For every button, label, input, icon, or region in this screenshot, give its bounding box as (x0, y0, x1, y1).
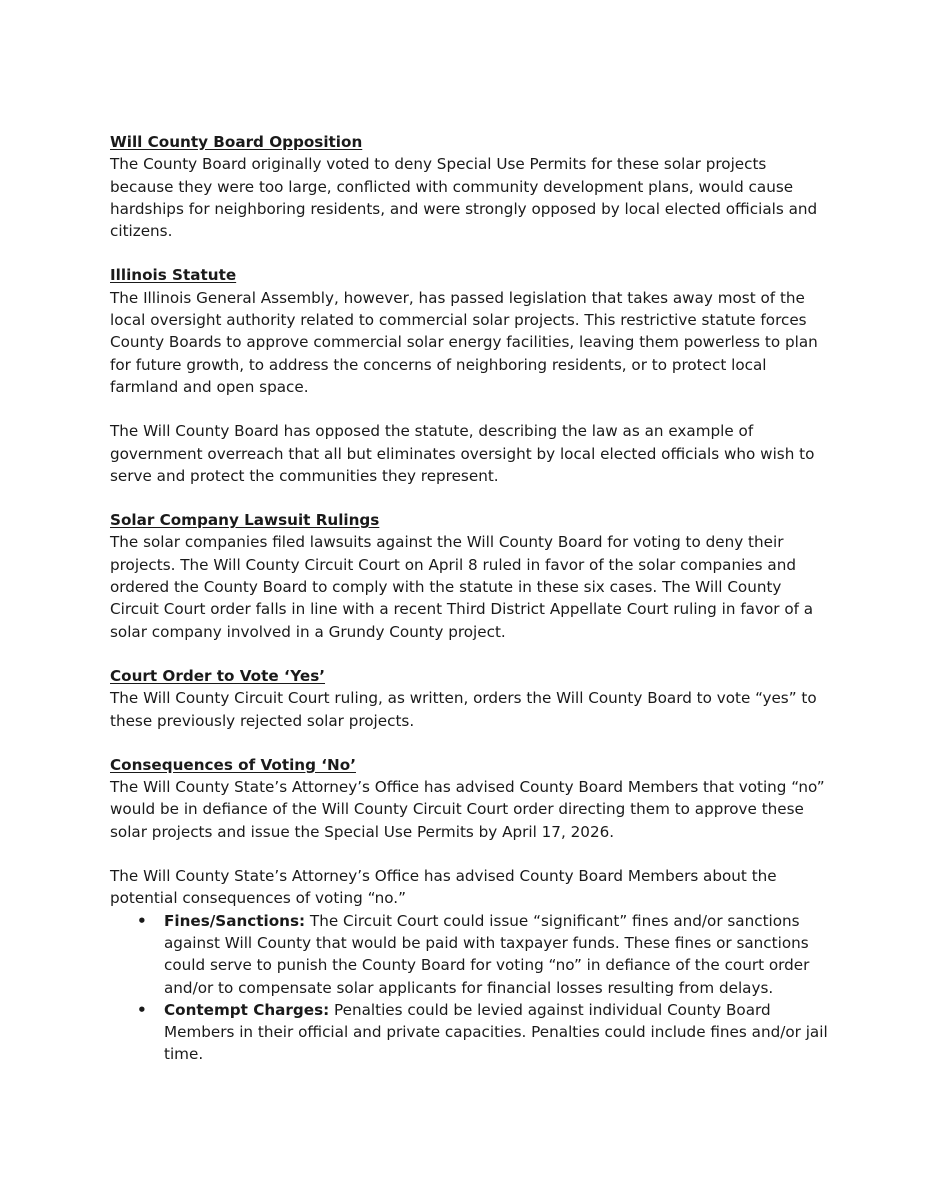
section-paragraph: The County Board originally voted to deny Special Use Permits for these solar projects because they were too large, conflicted with community development plans, would cause hardships for neighboring residents, and were strongly opposed by local elected officials and citizens. (110, 155, 818, 241)
section-heading: Will County Board Opposition (110, 133, 363, 151)
paragraph-spacer (110, 732, 830, 754)
section-consequences (110, 754, 830, 1066)
list-item (137, 910, 830, 999)
section-heading: Illinois Statute (110, 266, 237, 285)
section-paragraph: The Will County Circuit Court ruling, as written, orders the Will County Board to vote “yes” to these previously rejected solar projects. (110, 689, 817, 730)
consequences-list (110, 910, 830, 1066)
document-page (110, 131, 830, 1066)
section-paragraph: The Will County State’s Attorney’s Office has advised County Board Members about the potential consequences of voting “no.” (110, 867, 777, 908)
paragraph-spacer (110, 398, 830, 420)
section-lawsuit (110, 509, 830, 643)
section-opposition (110, 131, 830, 242)
section-heading: Solar Company Lawsuit Rulings (110, 511, 380, 530)
section-heading: Consequences of Voting ‘No’ (110, 755, 356, 774)
section-paragraph: The Illinois General Assembly, however, has passed legislation that takes away most of the local oversight authority related to commercial solar projects. This restrictive statute forces County Boards to approve commercial solar energy facilities, leaving them powerless to plan for future growth, to address the concerns of neighboring residents, or to protect local farmland and open space. (110, 288, 818, 396)
section-paragraph: The solar companies filed lawsuits against the Will County Board for voting to deny their projects. The Will County Circuit Court on April 8 ruled in favor of the solar companies and ordered the County Board to comply with the statute in these six cases. The Will County Circuit Court order falls in line with a recent Third District Appellate Court ruling in favor of a solar company involved in a Grundy County project. (110, 533, 814, 641)
list-item-term: Contempt Charges: (164, 1000, 330, 1019)
section-court-order (110, 665, 830, 732)
section-paragraph: The Will County State’s Attorney’s Office has advised County Board Members that voting “no” would be in defiance of the Will County Circuit Court order directing them to approve these solar projects and issue the Special Use Permits by April 17, 2026. (110, 778, 825, 841)
list-item (137, 999, 830, 1066)
section-heading: Court Order to Vote ‘Yes’ (110, 666, 326, 685)
paragraph-spacer (110, 843, 830, 865)
list-item-term: Fines/Sanctions: (164, 911, 306, 930)
bullet-icon: • (137, 1000, 147, 1019)
list-item-text: Penalties could be levied against individual County Board Members in their official and private capacities. Penalties could include fines and/or jail time. (164, 1000, 828, 1064)
paragraph-spacer (110, 487, 830, 509)
list-item-text: The Circuit Court could issue “significant” fines and/or sanctions against Will County that would be paid with taxpayer funds. These fines or sanctions could serve to punish the County Board for voting “no” in defiance of the court order and/or to compensate solar applicants for financial losses resulting from delays. (164, 911, 810, 997)
paragraph-spacer (110, 242, 830, 264)
paragraph-spacer (110, 643, 830, 665)
section-statute (110, 264, 830, 487)
bullet-icon: • (137, 911, 147, 930)
section-paragraph: The Will County Board has opposed the statute, describing the law as an example of government overreach that all but eliminates oversight by local elected officials who wish to serve and protect the communities they represent. (110, 422, 815, 485)
